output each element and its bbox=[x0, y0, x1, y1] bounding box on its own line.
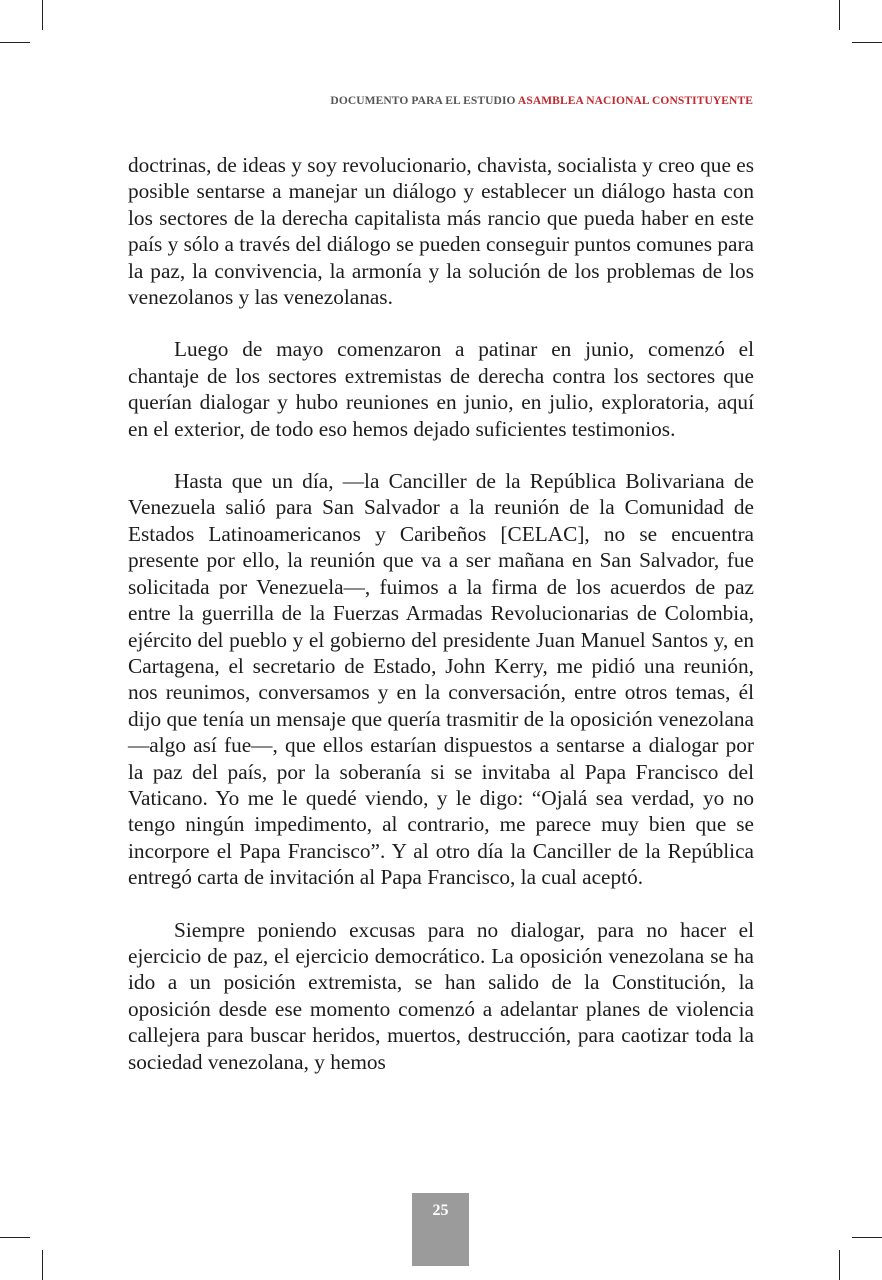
page-number: 25 bbox=[412, 1193, 469, 1266]
crop-mark-bottom-left bbox=[42, 1250, 43, 1280]
paragraph-1: doctrinas, de ideas y soy revolucionario, chavista, socialista y creo que es posible sentarse a manejar un diálogo y establecer un diálogo hasta con los sectores de la derecha capitalista más rancio que pueda haber en este país y sólo a través del diálogo se pueden conseguir puntos comunes para la paz, la convivencia, la armonía y la solución de los problemas de los venezolanos y las venezolanas. bbox=[128, 153, 754, 310]
crop-mark-top-left bbox=[42, 0, 43, 30]
crop-mark-bottom-right bbox=[839, 1250, 840, 1280]
running-header-prefix: DOCUMENTO PARA EL ESTUDIO bbox=[330, 95, 516, 107]
crop-mark-top-right bbox=[839, 0, 840, 30]
paragraph-2: Luego de mayo comenzaron a patinar en junio, comenzó el chantaje de los sectores extremistas de derecha contra los sectores que querían dialogar y hubo reuniones en junio, en julio, exploratoria, aquí en el exterior, de todo eso hemos dejado suficientes testimonios. bbox=[128, 337, 754, 441]
crop-mark-top-left-h bbox=[0, 42, 30, 43]
paragraph-4: Siempre poniendo excusas para no dialogar, para no hacer el ejercicio de paz, el ejercicio democrático. La oposición venezolana se ha ido a un posición extremista, se han salido de la Constitución, la oposición desde ese momento comenzó a adelantar planes de violencia callejera para buscar heridos, muertos, destrucción, para caotizar toda la sociedad venezolana, y hemos bbox=[128, 917, 754, 1074]
crop-mark-top-right-h bbox=[852, 42, 882, 43]
crop-mark-bottom-left-h bbox=[0, 1237, 30, 1238]
paragraph-3: Hasta que un día, —la Canciller de la República Bolivariana de Venezuela salió para San Salvador a la reunión de la Comunidad de Estados Latinoamericanos y Caribeños [CELAC], no se encuentra presente por ello, la reunión que va a ser mañana en San Salvador, fue solicitada por Venezuela—, fuimos a la firma de los acuerdos de paz entre la guerrilla de la Fuerzas Armadas Revolucionarias de Colombia, ejército del pueblo y el gobierno del presidente Juan Manuel Santos y, en Cartagena, el secretario de Estado, John Kerry, me pidió una reunión, nos reunimos, conversamos y en la conversación, entre otros temas, él dijo que tenía un mensaje que quería trasmitir de la oposición venezolana —algo así fue—, que ellos estarían dispuestos a sentarse a dialogar por la paz del país, por la soberanía si se invitaba al Papa Francisco del Vaticano. Yo me le quedé viendo, y le digo: “Ojalá sea verdad, yo no tengo ningún impedimento, al contrario, me parece muy bien que se incorpore el Papa Francisco”. Y al otro día la Canciller de la República entregó carta de invitación al Papa Francisco, la cual aceptó. bbox=[128, 469, 754, 890]
running-header-accent: ASAMBLEA NACIONAL CONSTITUYENTE bbox=[517, 95, 753, 107]
running-header bbox=[330, 95, 753, 107]
body-text bbox=[128, 152, 754, 1101]
crop-mark-bottom-right-h bbox=[852, 1237, 882, 1238]
